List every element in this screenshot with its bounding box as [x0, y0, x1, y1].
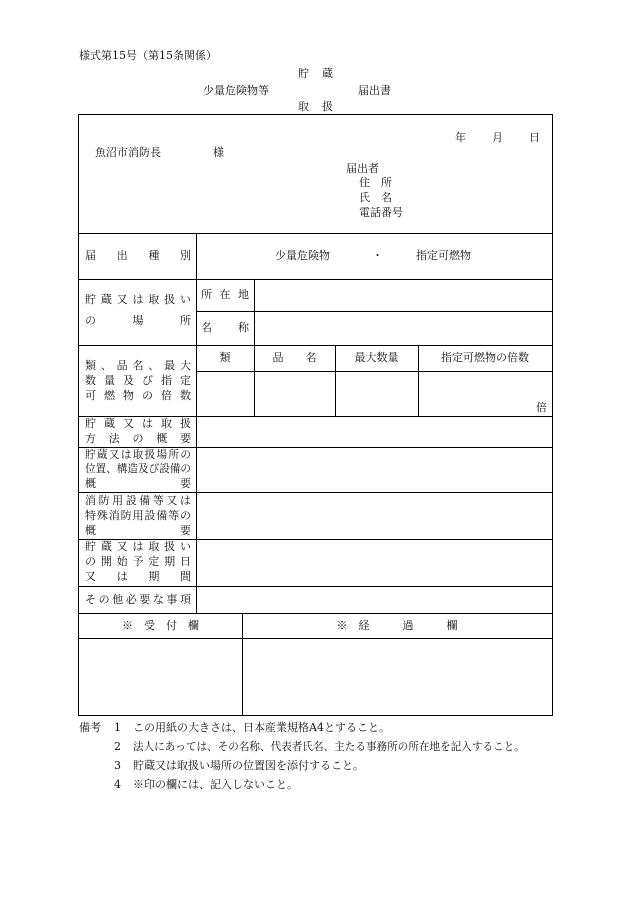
- note-3-number: 3: [114, 759, 121, 772]
- notes-heading: 備考: [79, 721, 101, 734]
- title-suffix: 届出書: [358, 84, 391, 97]
- phone-label: 電話番号: [359, 206, 403, 219]
- kind-label-line3: 可燃物の倍数: [85, 389, 191, 402]
- date-month: 月: [492, 131, 503, 144]
- structure-label-line3-b: 要: [180, 477, 191, 490]
- note-4-text: ※印の欄には、記入しないこと。: [133, 778, 298, 791]
- start-date-label-line3: 又は期間: [85, 570, 191, 583]
- notifier-label: 届出者: [346, 162, 379, 175]
- note-2-text: 法人にあっては、その名称、代表者氏名、主たる事務所の所在地を記入すること。: [133, 741, 525, 753]
- structure-label-line3-a: 概: [85, 477, 96, 490]
- progress-column-header: ※ 経 過 欄: [336, 619, 458, 632]
- date-day: 日: [529, 131, 540, 144]
- location-label: 所在地: [201, 288, 249, 301]
- address-label: 住 所: [359, 176, 392, 189]
- fire-equipment-label-line2: 特殊消防用設備等の: [85, 509, 191, 522]
- fire-chief: 魚沼市消防長: [95, 146, 161, 159]
- start-date-label-line1: 貯蔵又は取扱い: [85, 540, 191, 553]
- option-small-hazardous[interactable]: 少量危険物: [275, 249, 330, 262]
- other-matters-label: その他必要な事項: [85, 593, 191, 606]
- fire-equipment-label-line3-b: 要: [180, 524, 191, 537]
- date-year: 年: [455, 131, 466, 144]
- structure-label-line2: 位置、構造及び設備の: [85, 463, 191, 475]
- note-1-text: この用紙の大きさは、日本産業規格A4とすること。: [133, 721, 390, 734]
- title-handle: 取 扱: [298, 100, 334, 113]
- title-subject: 少量危険物等: [203, 84, 269, 97]
- note-4-number: 4: [114, 778, 121, 791]
- method-label-line1: 貯蔵又は取扱: [85, 417, 191, 430]
- place-label-line2: の場所: [85, 314, 191, 327]
- kind-label-line1: 類、品名、最大: [85, 359, 191, 372]
- start-date-label-line2: の開始予定期日: [85, 555, 191, 568]
- method-label-line2: 方法の概要: [85, 432, 191, 445]
- col-item-name: 品 名: [272, 351, 317, 364]
- option-separator: ・: [372, 249, 383, 262]
- fire-equipment-label-line3-a: 概: [85, 524, 96, 537]
- note-3-text: 貯蔵又は取扱い場所の位置図を添付すること。: [133, 759, 364, 772]
- name-label: 氏 名: [359, 191, 392, 204]
- place-label-line1: 貯蔵又は取扱い: [85, 293, 191, 306]
- col-kind: 類: [219, 351, 231, 364]
- form-table: [78, 114, 553, 716]
- reception-column-header: ※ 受 付 欄: [122, 619, 199, 632]
- place-name-label: 名称: [201, 321, 249, 334]
- location-field[interactable]: [259, 287, 547, 307]
- honorific: 様: [213, 146, 224, 159]
- place-name-field[interactable]: [259, 317, 547, 341]
- option-designated-combustible[interactable]: 指定可燃物: [416, 249, 471, 262]
- fire-equipment-label-line1: 消防用設備等又は: [85, 494, 191, 507]
- note-1-number: 1: [114, 721, 121, 734]
- title-store: 貯 蔵: [298, 67, 334, 80]
- form-number: 様式第15号（第15条関係）: [79, 49, 217, 62]
- col-combustible-multiple: 指定可燃物の倍数: [441, 351, 529, 364]
- col-max-quantity: 最大数量: [354, 351, 399, 364]
- kind-label-line2: 数量及び指定: [85, 374, 191, 387]
- notification-type-label: 届出種別: [85, 249, 191, 262]
- note-2-number: 2: [114, 740, 121, 753]
- structure-label-line1: 貯蔵又は取扱場所の: [85, 449, 191, 461]
- multiple-unit: 倍: [536, 401, 547, 414]
